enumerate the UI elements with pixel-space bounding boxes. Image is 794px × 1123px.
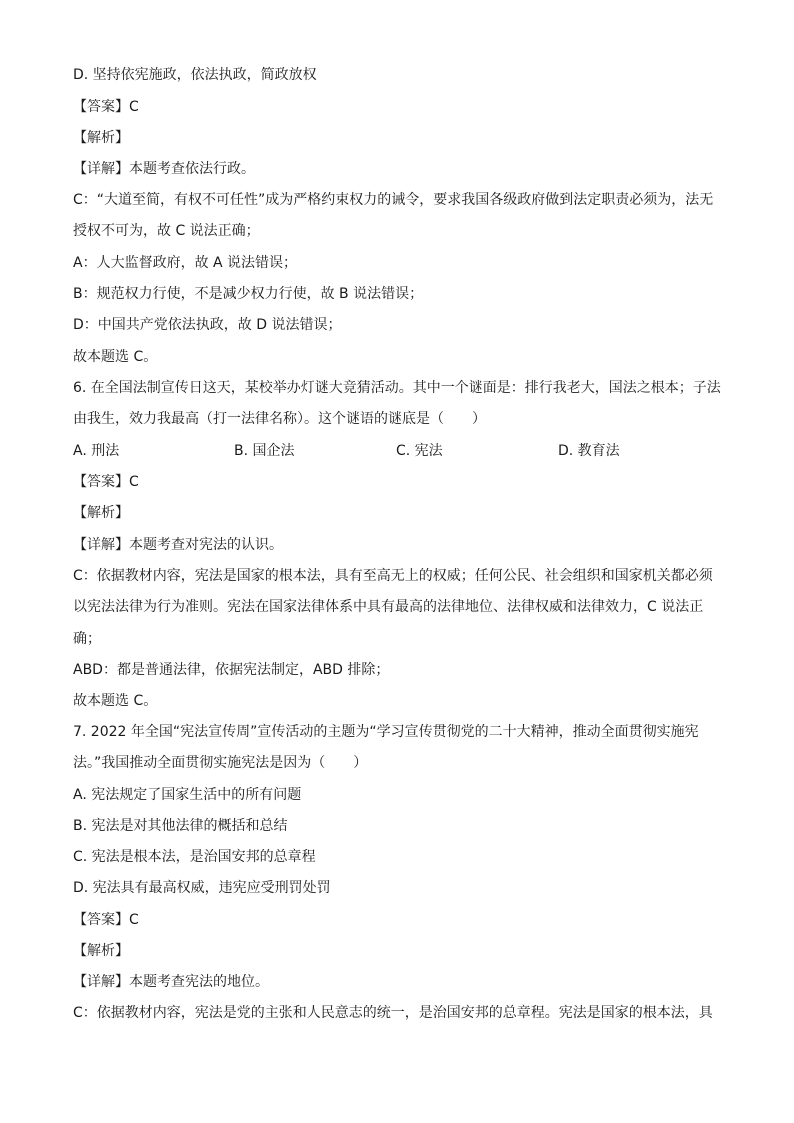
answer-tag: 【答案】 [73, 99, 129, 115]
q7-option-d: D. 宪法具有最高权威，违宪应受刑罚处罚 [73, 880, 331, 896]
q5-explain-d: D：中国共产党依法执政，故 D 说法错误； [73, 317, 342, 333]
q5-explain-a: A：人大监督政府，故 A 说法错误； [73, 255, 298, 271]
q7-analysis-tag: 【解析】 [73, 943, 129, 959]
q6-explain-c-2: 以宪法法律为行为准则。宪法在国家法律体系中具有最高的法律地位、法律权威和法律效力，C 说法正 [73, 599, 704, 615]
q7-option-c: C. 宪法是根本法，是治国安邦的总章程 [73, 849, 316, 865]
q6-option-b: B. 国企法 [234, 443, 295, 459]
q6-explain-c-3: 确； [73, 631, 101, 647]
answer-value: C [129, 474, 139, 490]
detail-text: 本题考查对宪法的认识。 [129, 537, 283, 553]
q7-option-b: B. 宪法是对其他法律的概括和总结 [73, 818, 288, 834]
q6-explain-c-1: C：依据教材内容，宪法是国家的根本法，具有至高无上的权威；任何公民、社会组织和国家机关都必须 [73, 568, 713, 584]
q6-option-c: C. 宪法 [396, 443, 443, 459]
q6-stem-2: 由我生，效力我最高（打一法律名称）。这个谜语的谜底是（ ） [73, 411, 486, 427]
detail-tag: 【详解】 [73, 974, 129, 990]
q5-explain-c-1: C：“大道至简，有权不可任性”成为严格约束权力的诫令，要求我国各级政府做到法定职责必须为，法无 [73, 192, 714, 208]
answer-value: C [129, 99, 139, 115]
detail-text: 本题考查依法行政。 [129, 161, 255, 177]
q6-option-a: A. 刑法 [73, 443, 120, 459]
q6-stem-1: 6. 在全国法制宣传日这天，某校举办灯谜大竞猜活动。其中一个谜面是：排行我老大，国法之根本；子法 [73, 380, 721, 396]
answer-tag: 【答案】 [73, 912, 129, 928]
q7-stem-1: 7. 2022 年全国“宪法宣传周”宣传活动的主题为“学习宣传贯彻党的二十大精神，推动全面贯彻实施宪 [73, 724, 699, 740]
q6-conclusion: 故本题选 C。 [73, 693, 158, 709]
answer-value: C [129, 912, 139, 928]
detail-tag: 【详解】 [73, 537, 129, 553]
q6-option-d: D. 教育法 [558, 443, 620, 459]
q6-explain-abd: ABD：都是普通法律，依据宪法制定，ABD 排除； [73, 662, 390, 678]
q7-detail [73, 972, 269, 992]
q5-explain-b: B：规范权力行使，不是减少权力行使，故 B 说法错误； [73, 286, 424, 302]
answer-tag: 【答案】 [73, 474, 129, 490]
q6-analysis-tag: 【解析】 [73, 505, 129, 521]
detail-text: 本题考查宪法的地位。 [129, 974, 269, 990]
q6-detail [73, 535, 283, 555]
q5-explain-c-2: 授权不可为，故 C 说法正确； [73, 223, 260, 239]
q7-answer [73, 910, 139, 930]
q5-analysis-tag: 【解析】 [73, 130, 129, 146]
q6-answer [73, 472, 139, 492]
q5-option-d: D. 坚持依宪施政，依法执政，简政放权 [73, 67, 317, 83]
q7-stem-2: 法。”我国推动全面贯彻实施宪法是因为（ ） [73, 755, 368, 771]
detail-tag: 【详解】 [73, 161, 129, 177]
q5-conclusion: 故本题选 C。 [73, 349, 158, 365]
q5-detail [73, 159, 255, 179]
q7-option-a: A. 宪法规定了国家生活中的所有问题 [73, 787, 302, 803]
q7-explain-c-1: C：依据教材内容，宪法是党的主张和人民意志的统一，是治国安邦的总章程。宪法是国家的根本法，具 [73, 1005, 713, 1021]
q5-answer [73, 97, 139, 117]
